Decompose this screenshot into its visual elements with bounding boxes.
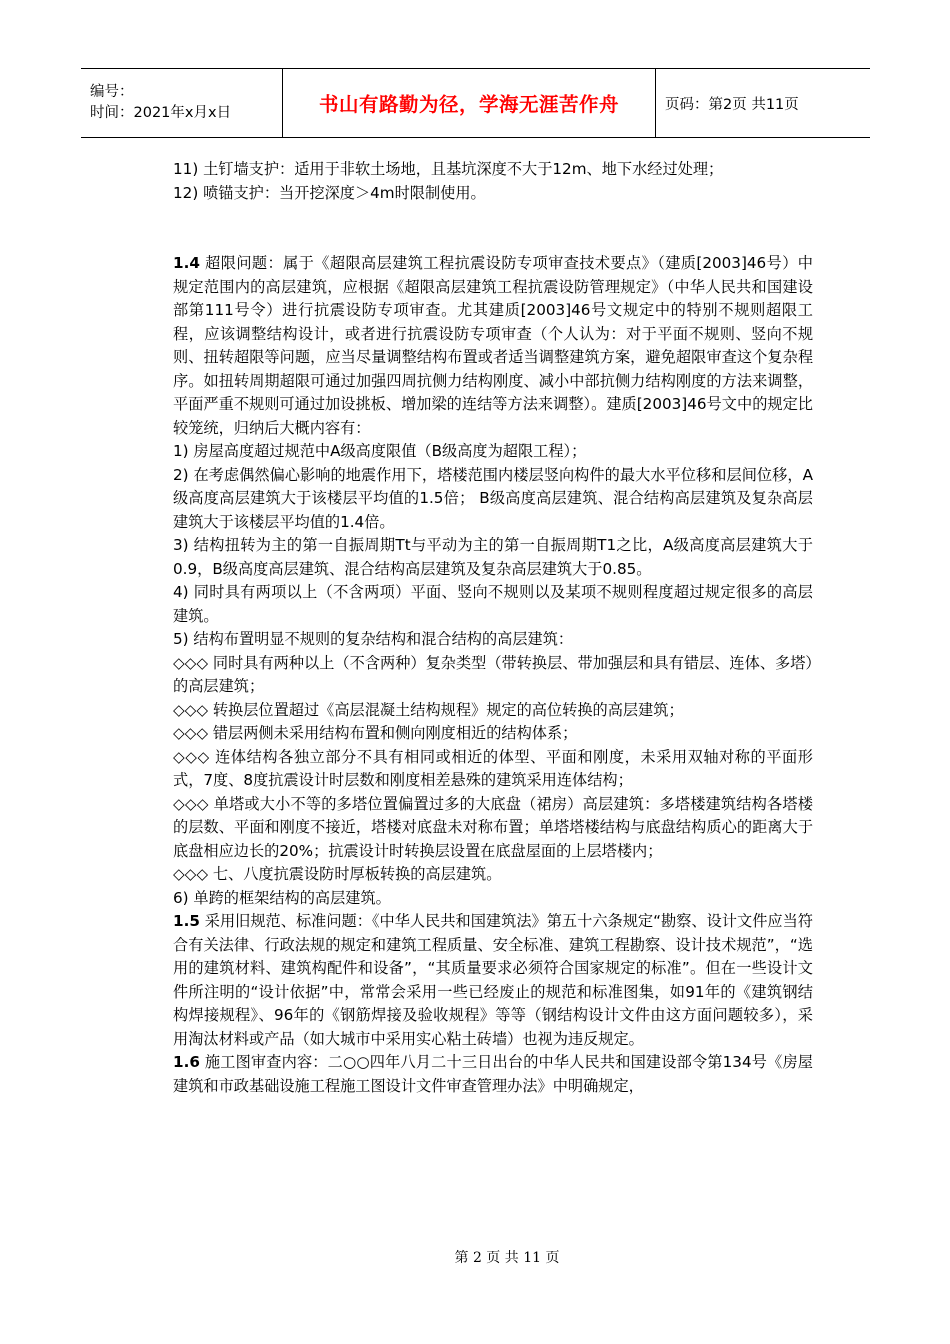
list-item: 2) 在考虑偶然偏心影响的地震作用下，塔楼范围内楼层竖向构件的最大水平位移和层间位移，A级高度高层建筑大于该楼层平均值的1.5倍； B级高度高层建筑、混合结构高层建筑及复杂高层建筑大于该楼层平均值的1.4倍。 [173,465,813,531]
header-motto-cell [283,69,656,137]
section-number: 1.5 [173,912,200,930]
list-item: ◇◇◇ 同时具有两种以上（不含两种）复杂类型（带转换层、带加强层和具有错层、连体、多塔）的高层建筑； [173,653,813,695]
section-number: 1.4 [173,254,200,272]
list-item: 12) 喷锚支护：当开挖深度＞4m时限制使用。 [173,183,486,202]
list-item: ◇◇◇ 转换层位置超过《高层混凝土结构规程》规定的高位转换的高层建筑； [173,700,684,719]
section-number: 1.6 [173,1053,200,1071]
page-number-label: 页码：第2页 共11页 [665,96,799,113]
header-motto: 书山有路勤为径，学海无涯苦作舟 [318,93,619,116]
header-left-cell [81,69,283,137]
section-1-5-paragraph [173,910,813,1051]
section-1-4-paragraph [173,252,813,440]
list-item: 4) 同时具有两项以上（不含两项）平面、竖向不规则以及某项不规则程度超过规定很多的高层建筑。 [173,583,813,625]
page-footer: 第 2 页 共 11 页 [454,1250,560,1266]
list-item: ◇◇◇ 连体结构各独立部分不具有相同或相近的体型、平面和刚度，未采用双轴对称的平面形式，7度、8度抗震设计时层数和刚度相差悬殊的建筑采用连体结构； [173,747,813,789]
section-text: 超限问题：属于《超限高层建筑工程抗震设防专项审查技术要点》（建质[2003]46号）中规定范围内的高层建筑，应根据《超限高层建筑工程抗震设防管理规定》（中华人民共和国建设部第111号令）进行抗震设防专项审查。尤其建质[2003]46号文规定中的特别不规则超限工程，应该调整结构设计，或者进行抗震设防专项审查（个人认为：对于平面不规则、竖向不规则、扭转超限等问题，应当尽量调整结构布置或者适当调整建筑方案，避免超限审查这个复杂程序。如扭转周期超限可通过加强四周抗侧力结构刚度、减小中部抗侧力结构刚度的方法来调整，平面严重不规则可通过加设挑板、增加梁的连结等方法来调整）。建质[2003]46号文中的规定比较笼统，归纳后大概内容有： [173,254,813,437]
document-number-label: 编号： [90,84,134,100]
page-header [81,68,870,138]
document-body [173,158,813,1098]
list-item: 5) 结构布置明显不规则的复杂结构和混合结构的高层建筑： [173,630,574,648]
header-right-cell [656,69,870,137]
list-item: 1) 房屋高度超过规范中A级高度限值（B级高度为超限工程）； [173,442,587,460]
document-date-label: 时间：2021年x月x日 [90,105,232,121]
list-item: ◇◇◇ 错层两侧未采用结构布置和侧向刚度相近的结构体系； [173,724,578,742]
list-item: 6) 单跨的框架结构的高层建筑。 [173,888,391,907]
list-item: 3) 结构扭转为主的第一自振周期Tt与平动为主的第一自振周期T1之比，A级高度高层建筑大于0.9，B级高度高层建筑、混合结构高层建筑及复杂高层建筑大于0.85。 [173,536,813,578]
section-text: 施工图审查内容：二○○四年八月二十三日出台的中华人民共和国建设部令第134号《房屋建筑和市政基础设施工程施工图设计文件审查管理办法》中明确规定， [173,1053,813,1095]
paragraph-spacer [173,205,813,252]
list-item: ◇◇◇ 七、八度抗震设防时厚板转换的高层建筑。 [173,865,502,883]
section-1-6-paragraph [173,1051,813,1098]
section-text: 采用旧规范、标准问题：《中华人民共和国建筑法》第五十六条规定“勘察、设计文件应当符合有关法律、行政法规的规定和建筑工程质量、安全标准、建筑工程勘察、设计技术规范”，“选用的建筑材料、建筑构配件和设备”，“其质量要求必须符合国家规定的标准”。但在一些设计文件所注明的“设计依据”中，常常会采用一些已经废止的规范和标准图集，如91年的《建筑钢结构焊接规程》、96年的《钢筋焊接及验收规程》等等（钢结构设计文件由这方面问题较多），采用淘汰材料或产品（如大城市中采用实心粘土砖墙）也视为违反规定。 [173,912,813,1048]
list-item: ◇◇◇ 单塔或大小不等的多塔位置偏置过多的大底盘（裙房）高层建筑：多塔楼建筑结构各塔楼的层数、平面和刚度不接近，塔楼对底盘未对称布置；单塔塔楼结构与底盘结构质心的距离大于底盘相应边长的20%；抗震设计时转换层设置在底盘屋面的上层塔楼内； [173,794,813,860]
list-item: 11) 土钉墙支护：适用于非软土场地，且基坑深度不大于12m、地下水经过处理； [173,160,724,178]
